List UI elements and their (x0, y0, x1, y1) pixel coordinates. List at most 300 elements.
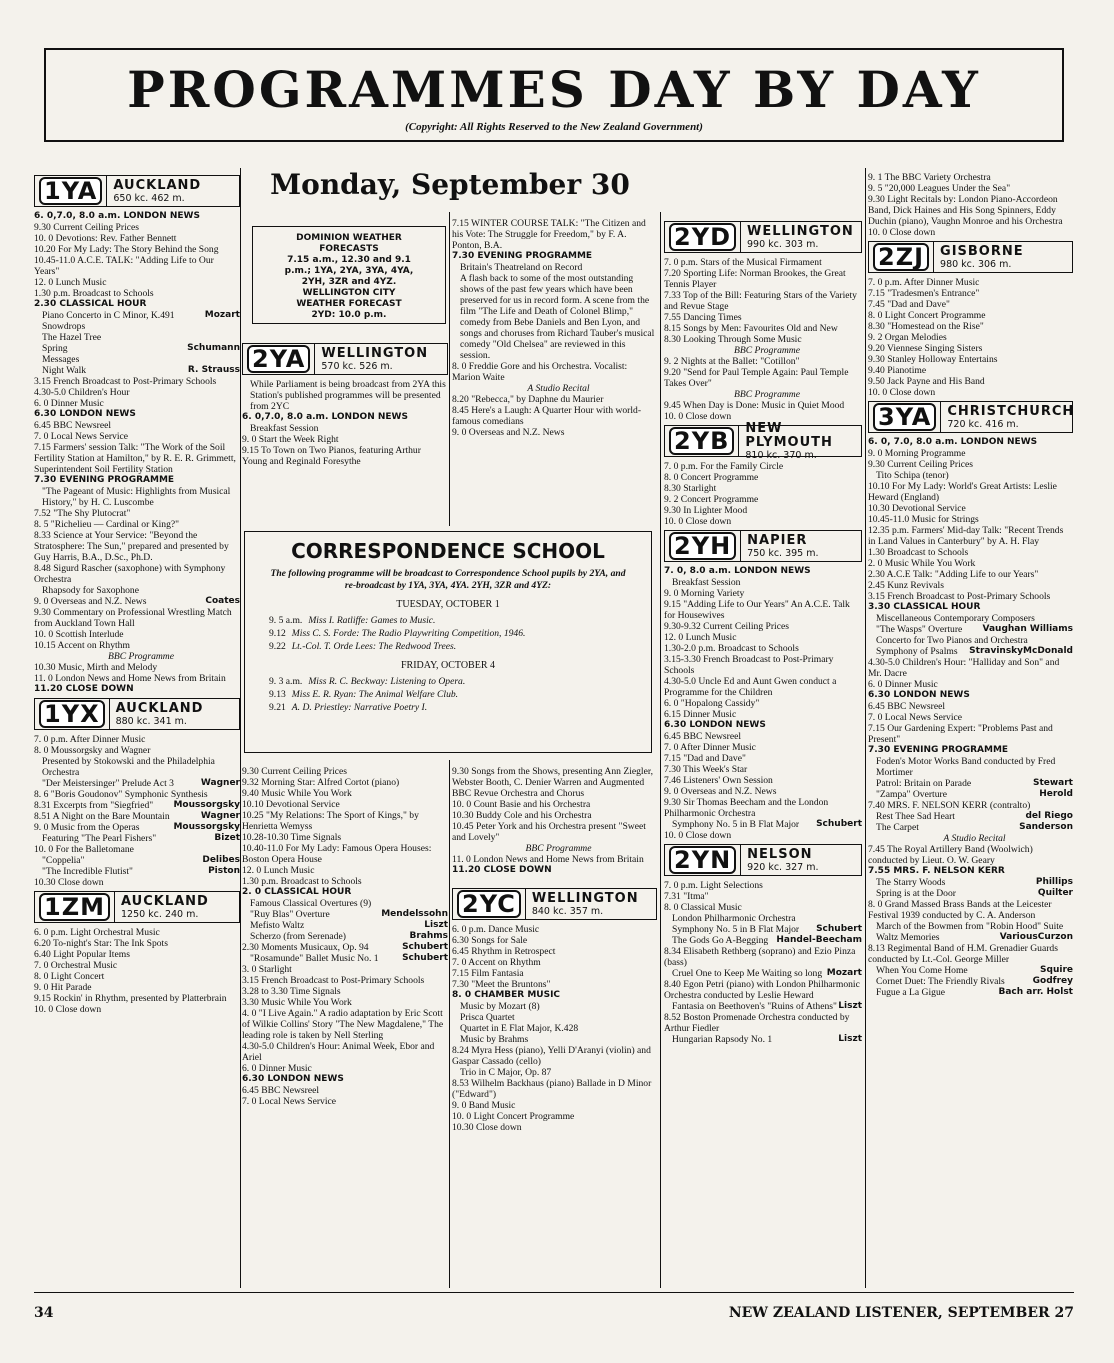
programme-item: Britain's Theatreland on Record (460, 262, 583, 273)
programme-item: 10.15 Accent on Rhythm (34, 640, 130, 651)
programme-item: 2.30 CLASSICAL HOUR (34, 299, 147, 309)
programme-item: Rhapsody for Saxophone (42, 585, 139, 596)
composer: Liszt (838, 1034, 862, 1044)
programme-list-2yb (664, 461, 862, 527)
programme-item: Scherzo (from Serenade) Brahms (250, 931, 448, 942)
composer: Handel-Beecham (776, 935, 862, 945)
station-badge-2ya: 2YA WELLINGTON 570 kc. 526 m. (242, 343, 448, 375)
programme-item: Spring Schumann (42, 343, 240, 354)
programme-item: "Der Meistersinger" Prelude Act 3 Wagner (42, 778, 240, 789)
programme-item: Cruel One to Keep Me Waiting so long Mozart (672, 968, 862, 979)
programme-item: Spring is at the Door Quilter (876, 888, 1073, 899)
programme-item: BBC Programme (734, 345, 800, 356)
cs-row: 9.12 Miss C. S. Forde: The Radio Playwriting Competition, 1946. (269, 628, 526, 639)
programme-item: 10. 0 Close down (34, 1004, 102, 1015)
programme-item: 10.45 Peter York and his Orchestra present "Sweet and Lovely" (452, 821, 646, 843)
programme-item: 9.40 Pianotime (868, 365, 927, 376)
programme-item: 8.52 Boston Promenade Orchestra conducted by Arthur Fiedler (664, 1012, 850, 1034)
station-badge-1yx: 1YX AUCKLAND 880 kc. 341 m. (34, 698, 240, 730)
composer: Sanderson (1019, 822, 1073, 832)
programme-list-2ya-day (242, 766, 448, 1107)
programme-item: 6. 0 Dinner Music (34, 398, 104, 409)
programme-item: 9. 0 Overseas and N.Z. News (452, 427, 565, 438)
programme-item: 9. 0 Band Music (452, 1100, 516, 1111)
programme-item: A Studio Recital (527, 383, 590, 394)
programme-item: 9.30 Stanley Holloway Entertains (868, 354, 998, 365)
cs-title: CORRESPONDENCE SCHOOL (291, 539, 605, 563)
composer: Stravinsky (969, 646, 1024, 656)
programme-item: 6.30 LONDON NEWS (664, 720, 766, 730)
composer: Mozart (826, 968, 862, 978)
programme-item: 10.30 Music, Mirth and Melody (34, 662, 158, 673)
programme-item: 7.55 MRS. F. NELSON KERR (868, 866, 1005, 876)
programme-item: Fugue a La Gigue Bach arr. Holst (876, 987, 1073, 998)
programme-item: 7.15 Film Fantasia (452, 968, 524, 979)
programme-item: 10.40-11.0 For My Lady: Famous Opera Houses: Boston Opera House (242, 843, 432, 865)
cs-schedule-2 (269, 675, 627, 714)
programme-item: 10.10 Devotional Service (242, 799, 340, 810)
programme-item: 8. 0 Light Concert (34, 971, 105, 982)
programme-item: 7. 0 Local News Service (34, 431, 129, 442)
programme-item: 4.30-5.0 Uncle Ed and Aunt Gwen conduct a Programme for the Children (664, 676, 837, 698)
programme-item: "Coppelia" Delibes (42, 855, 240, 866)
programme-item: Featuring "The Pearl Fishers" Bizet (42, 833, 240, 844)
programme-item: Hungarian Rapsody No. 1 Liszt (672, 1034, 862, 1045)
programme-item: 3.15 French Broadcast to Post-Primary Schools (34, 376, 217, 387)
programme-item: 6.45 BBC Newsreel (868, 701, 946, 712)
programme-item: 3.15 French Broadcast to Post-Primary Schools (242, 975, 425, 986)
programme-item: 11.20 CLOSE DOWN (452, 865, 552, 875)
programme-item: 1.30-2.0 p.m. Broadcast to Schools (664, 643, 799, 654)
column-2ya (242, 340, 448, 467)
column-rule (660, 212, 661, 1288)
programme-item: 8.31 Excerpts from "Siegfried" Wagner (34, 800, 240, 821)
cs-row: 9.21 A. D. Priestley: Narrative Poetry I. (269, 702, 428, 713)
programme-item: 6. 0 Dinner Music (242, 1063, 312, 1074)
programme-item: 7.15 WINTER COURSE TALK: "The Citizen and his Vote: The Struggle for Freedom," by F. A. Ponton, B.A. (452, 218, 646, 251)
programme-item: 8.40 Egon Petri (piano) with London Philharmonic Orchestra conducted by Leslie Heward (664, 979, 860, 1001)
programme-item: "The Pageant of Music: Highlights from Musical History," by H. C. Luscombe (42, 486, 231, 508)
composer: Wagner (200, 778, 240, 788)
cs-row: 9.22 Lt.-Col. T. Orde Lees: The Redwood Trees. (269, 641, 457, 652)
programme-list-2yc (452, 924, 657, 1133)
composer: Moussorgsky (173, 800, 240, 810)
programme-item: 8.20 "Rebecca," by Daphne du Maurier (452, 394, 604, 405)
programme-item: 4.30-5.0 Children's Hour: Animal Week, Ebor and Ariel (242, 1041, 435, 1063)
programme-item: 8. 0 Moussorgsky and Wagner (34, 745, 151, 756)
programme-list-3-continued (868, 172, 1073, 238)
programme-item: 9.30 In Lighter Mood (664, 505, 748, 516)
programme-item: Symphony No. 5 in B Flat Major Schubert (672, 924, 862, 935)
programme-item: 4.30-5.0 Children's Hour: "Halliday and Son" and Mr. Dacre (868, 657, 1060, 679)
composer: McDonald (1023, 646, 1073, 656)
programme-item: 2. 0 Music While You Work (868, 558, 976, 569)
programme-item: 8. 5 "Richelieu — Cardinal or King?" (34, 519, 180, 530)
programme-item: 9.15 To Town on Two Pianos, featuring Arthur Young and Reginald Foresythe (242, 445, 421, 467)
programme-item: 8.48 Sigurd Rascher (saxophone) with Symphony Orchestra (34, 563, 226, 585)
cs-row: 9. 3 a.m. Miss R. C. Beckway: Listening to Opera. (269, 676, 466, 687)
station-badge-1ya (34, 175, 240, 207)
programme-item: "Ruy Blas" Overture Mendelssohn (250, 909, 448, 920)
programme-item: The Gods Go A-Begging Handel-Beecham (672, 935, 862, 946)
programme-list-2yn (664, 880, 862, 1045)
programme-item: 2.45 Kunz Revivals (868, 580, 944, 591)
programme-item: March of the Bowmen from "Robin Hood" Suite Curzon (876, 921, 1073, 942)
programme-item: While Parliament is being broadcast from 2YA this Station's published programmes will be presented from 2YC (250, 379, 446, 412)
station-badge-2zj: 2ZJ GISBORNE 980 kc. 306 m. (868, 241, 1073, 273)
composer: Schubert (816, 819, 862, 829)
programme-item: 10. 0 Close down (664, 830, 732, 841)
programme-item: 6.45 BBC Newsreel (34, 420, 112, 431)
programme-item: 9. 2 Organ Melodies (868, 332, 947, 343)
copyright-notice: (Copyright: All Rights Reserved to the New Zealand Government) (405, 121, 703, 133)
programme-item: Breakfast Session (672, 577, 741, 588)
programme-item: 3.28 to 3.30 Time Signals (242, 986, 341, 997)
day-heading: Monday, September 30 (270, 168, 630, 201)
column-4 (664, 218, 862, 1045)
programme-item: 2.30 Moments Musicaux, Op. 94 Schubert (242, 942, 448, 953)
composer: R. Strauss (187, 365, 240, 375)
programme-item: 6.30 LONDON NEWS (34, 409, 136, 419)
composer: Vaughan Williams (982, 624, 1073, 634)
programme-item: 7. 0 Orchestral Music (34, 960, 118, 971)
programme-item: Prisca Quartet (460, 1012, 515, 1023)
programme-item: 7. 0 p.m. After Dinner Music (868, 277, 980, 288)
programme-item: Waltz Memories Various (876, 932, 1038, 943)
programme-item: 6.45 BBC Newsreel (242, 1085, 320, 1096)
programme-item: 7. 0 p.m. After Dinner Music (34, 734, 146, 745)
programme-item: 6. 0, 7.0, 8.0 a.m. LONDON NEWS (868, 437, 1038, 447)
programme-item: 3.30 CLASSICAL HOUR (868, 602, 981, 612)
programme-item: 12.35 p.m. Farmers' Mid-day Talk: "Recent Trends in Land Values in Canterbury" by A. H. Flay (868, 525, 1064, 547)
programme-item: 2.30 A.C.E Talk: "Adding Life to our Years" (868, 569, 1039, 580)
programme-item: 6. 0 "Hopalong Cassidy" (664, 698, 760, 709)
programme-item: 9.32 Morning Star: Alfred Cortot (piano) (242, 777, 400, 788)
programme-item: 6.20 To-night's Star: The Ink Spots (34, 938, 168, 949)
programme-item: The Starry Woods Phillips (876, 877, 1073, 888)
composer: Quilter (1037, 888, 1073, 898)
programme-item: 3.15-3.30 French Broadcast to Post-Primary Schools (664, 654, 834, 676)
programme-item: Music by Mozart (8) (460, 1001, 540, 1012)
programme-item: 3.30 Music While You Work (242, 997, 352, 1008)
programme-item: 9. 2 Nights at the Ballet: "Cotillon" (664, 356, 800, 367)
programme-item: 9.30 Light Recitals by: London Piano-Accordeon Band, Dick Haines and His Song Spinners, Eddy Duchin (piano), Vaughn Monroe and his Orchestra (868, 194, 1063, 227)
weather-box: DOMINION WEATHER FORECASTS 7.15 a.m., 12.30 and 9.1 p.m.; 1YA, 2YA, 3YA, 4YA, 2YH, 3ZR and 4YZ. WELLINGTON CITY WEATHER FORECAST 2YD: 10.0 p.m. (252, 226, 446, 324)
composer: Coates (205, 596, 240, 606)
station-badge-1zm: 1ZM AUCKLAND 1250 kc. 240 m. (34, 891, 240, 923)
programme-item: 7.55 Dancing Times (664, 312, 742, 323)
programme-item: 7.15 "Dad and Dave" (664, 753, 746, 764)
programme-item: 9.40 Music While You Work (242, 788, 352, 799)
programme-item: 9.30 Songs from the Shows, presenting Ann Ziegler, Webster Booth, C. Denier Warren and Augmented BBC Revue Orchestra and Chorus (452, 766, 654, 799)
programme-item: 10. 0 Count Basie and his Orchestra (452, 799, 591, 810)
programme-item: 2. 0 CLASSICAL HOUR (242, 887, 352, 897)
programme-item: Music by Brahms (460, 1034, 529, 1045)
programme-item: 7. 0 After Dinner Music (664, 742, 756, 753)
programme-item: 8. 0 Grand Massed Brass Bands at the Leicester Festival 1939 conducted by C. A. Anderson (868, 899, 1052, 921)
programme-item: Night Walk R. Strauss (42, 365, 240, 376)
programme-item: 7.40 MRS. F. NELSON KERR (contralto) (868, 800, 1031, 811)
programme-item: 6. 0,7.0, 8.0 a.m. LONDON NEWS (34, 211, 200, 221)
composer: Various (999, 932, 1038, 942)
programme-item: 9. 5 "20,000 Leagues Under the Sea" (868, 183, 1011, 194)
programme-item: Piano Concerto in C Minor, K.491 Mozart (42, 310, 240, 321)
programme-item: 11. 0 London News and Home News from Britain (452, 854, 644, 865)
programme-item: Messages (42, 354, 80, 365)
programme-item: 11.20 CLOSE DOWN (34, 684, 134, 694)
programme-item: 7.30 EVENING PROGRAMME (34, 475, 175, 485)
programme-item: Cornet Duet: The Friendly Rivals Godfrey (876, 976, 1073, 987)
programme-item: 9. 0 Overseas and N.Z. News (664, 786, 777, 797)
programme-item: 9.50 Jack Payne and His Band (868, 376, 985, 387)
programme-item: The Carpet Sanderson (876, 822, 1073, 833)
programme-item: 8.53 Wilhelm Backhaus (piano) Ballade in D Minor ("Edward") (452, 1078, 652, 1100)
programme-item: 8.24 Myra Hess (piano), Yelli D'Aranyi (violin) and Gaspar Cassado (cello) (452, 1045, 651, 1067)
programme-item: 8.30 Looking Through Some Music (664, 334, 802, 345)
programme-item: 7.31 "Itma" (664, 891, 709, 902)
programme-item: Quartet in E Flat Major, K.428 (460, 1023, 579, 1034)
programme-item: 9. 0 Morning Variety (664, 588, 745, 599)
programme-item: 7. 0 Local News Service (868, 712, 963, 723)
composer: Moussorgsky (173, 822, 240, 832)
programme-item: 10. 0 Scottish Interlude (34, 629, 124, 640)
programme-item: 1.30 p.m. Broadcast to Schools (242, 876, 362, 887)
programme-item: 8.45 Here's a Laugh: A Quarter Hour with world-famous comedians (452, 405, 642, 427)
programme-item: 9.30 Current Ceiling Prices (34, 222, 139, 233)
programme-item: 10. 0 Light Concert Programme (452, 1111, 575, 1122)
station-city: AUCKLAND (113, 177, 202, 193)
programme-item: 8. 0 Concert Programme (664, 472, 759, 483)
programme-item: 10.10 For My Lady: World's Great Artists: Leslie Heward (England) (868, 481, 1057, 503)
programme-item: 6.40 Light Popular Items (34, 949, 130, 960)
programme-item: 9.30 Commentary on Professional Wrestling Match from Auckland Town Hall (34, 607, 232, 629)
programme-item: 7. 0 Accent on Rhythm (452, 957, 541, 968)
programme-item: 10.28-10.30 Time Signals (242, 832, 342, 843)
programme-item: 9.20 "Send for Paul Temple Again: Paul Temple Takes Over" (664, 367, 849, 389)
programme-item: Famous Classical Overtures (9) (250, 898, 372, 909)
programme-item: 7.15 Farmers' session Talk: "The Work of the Soil Fertility Station at Hamilton," by R. E. R. Grimmett, Superintendent Soil Fertility Station (34, 442, 236, 475)
programme-item: "The Wasps" Overture Vaughan Williams (876, 624, 1073, 635)
station-badge-2yc: 2YC WELLINGTON 840 kc. 357 m. (452, 888, 657, 920)
programme-item: 9.20 Viennese Singing Sisters (868, 343, 983, 354)
programme-item: 9.30-9.32 Current Ceiling Prices (664, 621, 789, 632)
programme-item: Concerto for Two Pianos and Orchestra McDonald (876, 635, 1073, 656)
station-code: 1YA (35, 176, 107, 206)
column-5 (868, 172, 1073, 998)
programme-item: 4.30-5.0 Children's Hour (34, 387, 130, 398)
composer: Phillips (1035, 877, 1073, 887)
programme-item: 7.46 Listeners' Own Session (664, 775, 773, 786)
programme-item: Mefisto Waltz Liszt (250, 920, 448, 931)
programme-item: 7. 0 p.m. Light Selections (664, 880, 763, 891)
programme-item: 6.30 Songs for Sale (452, 935, 528, 946)
programme-item: Trio in C Major, Op. 87 (460, 1067, 552, 1078)
programme-item: Fantasia on Beethoven's "Ruins of Athens" Liszt (672, 1001, 862, 1012)
programme-item: 7. 0, 8.0 a.m. LONDON NEWS (664, 566, 811, 576)
programme-item: 9. 0 Overseas and N.Z. News Coates (34, 596, 240, 607)
programme-item: A Studio Recital (943, 833, 1006, 844)
programme-list-2ya (242, 379, 448, 467)
cs-intro: The following programme will be broadcast to Correspondence School pupils by 2YA, and re-broadcast by 1YA, 3YA, 4YA. 2YH, 3ZR and 4YZ: (270, 568, 626, 591)
programme-item: BBC Programme (734, 389, 800, 400)
composer: Mozart (204, 310, 240, 320)
programme-item: 8. 0 Classical Music (664, 902, 742, 913)
programme-item: 9. 1 The BBC Variety Orchestra (868, 172, 991, 183)
programme-item: Rest Thee Sad Heart del Riego (876, 811, 1073, 822)
programme-item: 9. 0 Start the Week Right (242, 434, 339, 445)
programme-item: 6.15 Dinner Music (664, 709, 737, 720)
composer: Liszt (838, 1001, 862, 1011)
programme-item: 7.15 "Tradesmen's Entrance" (868, 288, 980, 299)
programme-item: 9. 0 Music from the Operas (34, 822, 140, 833)
programme-item: 8.30 Starlight (664, 483, 717, 494)
programme-item: 7.33 Top of the Bill: Featuring Stars of the Variety and Revue Stage (664, 290, 857, 312)
programme-item: 10.30 Close down (452, 1122, 522, 1133)
station-badge-2yd: 2YD WELLINGTON 990 kc. 303 m. (664, 221, 862, 253)
programme-item: 12. 0 Lunch Music (242, 865, 315, 876)
programme-item: The Hazel Tree (42, 332, 102, 343)
programme-item: 12. 0 Lunch Music (34, 277, 107, 288)
column-1 (34, 172, 240, 1015)
programme-item: 8. 6 "Boris Goudonov" Symphonic Synthesis Moussorgsky (34, 789, 240, 810)
station-badge-2yn: 2YN NELSON 920 kc. 327 m. (664, 844, 862, 876)
programme-item: 3. 0 Starlight (242, 964, 292, 975)
programme-item: 6.30 LONDON NEWS (242, 1074, 344, 1084)
programme-item: 8. 0 CHAMBER MUSIC (452, 990, 561, 1000)
programme-item: 7.45 "Dad and Dave" (868, 299, 950, 310)
programme-item: 7. 0 p.m. For the Family Circle (664, 461, 784, 472)
programme-item: 6. 0 p.m. Dance Music (452, 924, 540, 935)
station-badge-3ya: 3YA CHRISTCHURCH 720 kc. 416 m. (868, 401, 1073, 433)
column-rule (865, 168, 866, 1288)
programme-item: "The Incredible Flutist" Piston (42, 866, 240, 877)
programme-item: 6.45 BBC Newsreel (664, 731, 742, 742)
programme-item: Patrol: Britain on Parade Stewart (876, 778, 1073, 789)
publication-line: NEW ZEALAND LISTENER, SEPTEMBER 27 (728, 1305, 1074, 1321)
programme-item: Tito Schipa (tenor) (876, 470, 949, 481)
programme-item: 10. 0 Close down (868, 387, 936, 398)
programme-item: 9.30 Sir Thomas Beecham and the London Philharmonic Orchestra (664, 797, 829, 819)
programme-item: 1.30 Broadcast to Schools (868, 547, 969, 558)
programme-item: 8.51 A Night on the Bare Mountain Moussorgsky (34, 811, 240, 832)
programme-item: BBC Programme (108, 651, 174, 662)
composer: Schubert (402, 953, 448, 963)
programme-item: 6. 0 p.m. Light Orchestral Music (34, 927, 160, 938)
programme-list-1yx (34, 734, 240, 888)
programme-item: 1.30 p.m. Broadcast to Schools (34, 288, 154, 299)
cs-schedule-1 (269, 614, 627, 653)
cs-row: 9.13 Miss E. R. Ryan: The Animal Welfare Club. (269, 689, 459, 700)
composer: Piston (208, 866, 240, 876)
programme-item: 8.33 Science at Your Service: "Beyond the Stratosphere: The Sun," prepared and presented by Guy Harris, B.A., D.Sc., Ph.D. (34, 530, 229, 563)
programme-item: 8.34 Elisabeth Rethberg (soprano) and Ezio Pinza (bass) (664, 946, 856, 968)
programme-item: 3.15 French Broadcast to Post-Primary Schools (868, 591, 1051, 602)
programme-item: Snowdrops (42, 321, 86, 332)
programme-item: 7.30 This Week's Star (664, 764, 748, 775)
composer: Liszt (424, 920, 448, 930)
station-frequency: 650 kc. 462 m. (113, 192, 185, 204)
composer: Bach arr. Holst (998, 987, 1073, 997)
programme-list-2ya-evening (452, 218, 657, 438)
programme-item: 12. 0 Lunch Music (664, 632, 737, 643)
programme-item: 10.45-11.0 Music for Strings (868, 514, 979, 525)
composer: Herold (1039, 789, 1073, 799)
programme-item: When You Come Home Squire (876, 965, 1073, 976)
programme-item: Symphony No. 5 in B Flat Major Schubert (672, 819, 862, 830)
composer: Brahms (409, 931, 448, 941)
programme-item: 9.30 Current Ceiling Prices (242, 766, 347, 777)
programme-item: 8.15 Songs by Men: Favourites Old and New (664, 323, 838, 334)
programme-item: 10.20 For My Lady: The Story Behind the Song (34, 244, 219, 255)
station-badge-2yb: 2YB NEW PLYMOUTH 810 kc. 370 m. (664, 425, 862, 457)
programme-item: 7.52 "The Shy Plutocrat" (34, 508, 131, 519)
composer: Delibes (202, 855, 240, 865)
programme-item: Miscellaneous Contemporary Composers (876, 613, 1035, 624)
programme-item: Presented by Stokowski and the Philadelphia Orchestra (42, 756, 215, 778)
programme-item: 9. 0 Hit Parade (34, 982, 92, 993)
programme-item: A flash back to some of the most outstanding shows of the past few years which have been preserved for us in record form. A scene from the film "The Life and Death of Colonel Blimp," comedy from Bebe Daniels and Ben Lyon, and songs and choruses from Richard Tauber's musical comedy "Old Chelsea" are reviewed in this session. (460, 273, 655, 361)
programme-item: 9.15 Rockin' in Rhythm, presented by Platterbrain (34, 993, 227, 1004)
column-rule (449, 760, 450, 1288)
composer: Mendelssohn (381, 909, 448, 919)
programme-list-2yd (664, 257, 862, 422)
programme-item: 10.25 "My Relations: The Sport of Kings," by Henrietta Wemyss (242, 810, 419, 832)
column-rule (449, 212, 450, 526)
programme-item: BBC Programme (525, 843, 592, 854)
programme-item: 6. 0,7.0, 8.0 a.m. LONDON NEWS (242, 412, 408, 422)
programme-item: 9.15 "Adding Life to Our Years" An A.C.E. Talk for Housewives (664, 599, 850, 621)
cs-row: 9. 5 a.m. Miss I. Ratliffe: Games to Music. (269, 615, 436, 626)
column-2yc (452, 766, 657, 1133)
column-rule (240, 168, 241, 1288)
composer: Wagner (200, 811, 240, 821)
programme-item: 10. 0 Close down (664, 516, 732, 527)
programme-item: 7.20 Sporting Life: Norman Brookes, the Great Tennis Player (664, 268, 846, 290)
programme-item: 10. 0 Close down (664, 411, 732, 422)
composer: Godfrey (1032, 976, 1073, 986)
cs-date: FRIDAY, OCTOBER 4 (400, 660, 495, 671)
programme-item: 9. 0 Morning Programme (868, 448, 966, 459)
programme-list-1zm (34, 927, 240, 1015)
programme-item: 10.30 Devotional Service (868, 503, 966, 514)
programme-list-2ya-late (452, 766, 657, 876)
footer-rule (34, 1292, 1074, 1293)
programme-list-1ya (34, 211, 240, 695)
composer: Schubert (402, 942, 448, 952)
programme-list-2yh (664, 566, 862, 841)
programme-item: 4. 0 "I Live Again." A radio adaptation by Eric Scott of Wilkie Collins' Story "The New Magdalene," The leading role is taken by Nell Sterling (242, 1008, 444, 1041)
programme-item: 10. 0 For the Balletomane (34, 844, 134, 855)
programme-item: 8.30 "Homestead on the Rise" (868, 321, 984, 332)
composer: Curzon (1037, 932, 1073, 942)
programme-item: 10. 0 Devotions: Rev. Father Bennett (34, 233, 177, 244)
programme-item: 9.30 Current Ceiling Prices (868, 459, 973, 470)
programme-item: 7. 0 Local News Service (242, 1096, 337, 1107)
programme-item: 11. 0 London News and Home News from Britain (34, 673, 226, 684)
programme-list-2zj (868, 277, 1073, 398)
programme-item: 8. 0 Light Concert Programme (868, 310, 986, 321)
page-header (44, 48, 1064, 142)
composer: Stewart (1032, 778, 1073, 788)
station-badge-2yh: 2YH NAPIER 750 kc. 395 m. (664, 530, 862, 562)
programme-item: 8. 0 Freddie Gore and his Orchestra. Vocalist: Marion Waite (452, 361, 628, 383)
programme-item: "Zampa" Overture Herold (876, 789, 1073, 800)
programme-item: 6.30 LONDON NEWS (868, 690, 970, 700)
correspondence-school-box (244, 531, 652, 753)
programme-item: 6.45 Rhythm in Retrospect (452, 946, 556, 957)
programme-item: 9.45 When Day is Done: Music in Quiet Mood (664, 400, 845, 411)
programme-item: London Philharmonic Orchestra (672, 913, 796, 924)
